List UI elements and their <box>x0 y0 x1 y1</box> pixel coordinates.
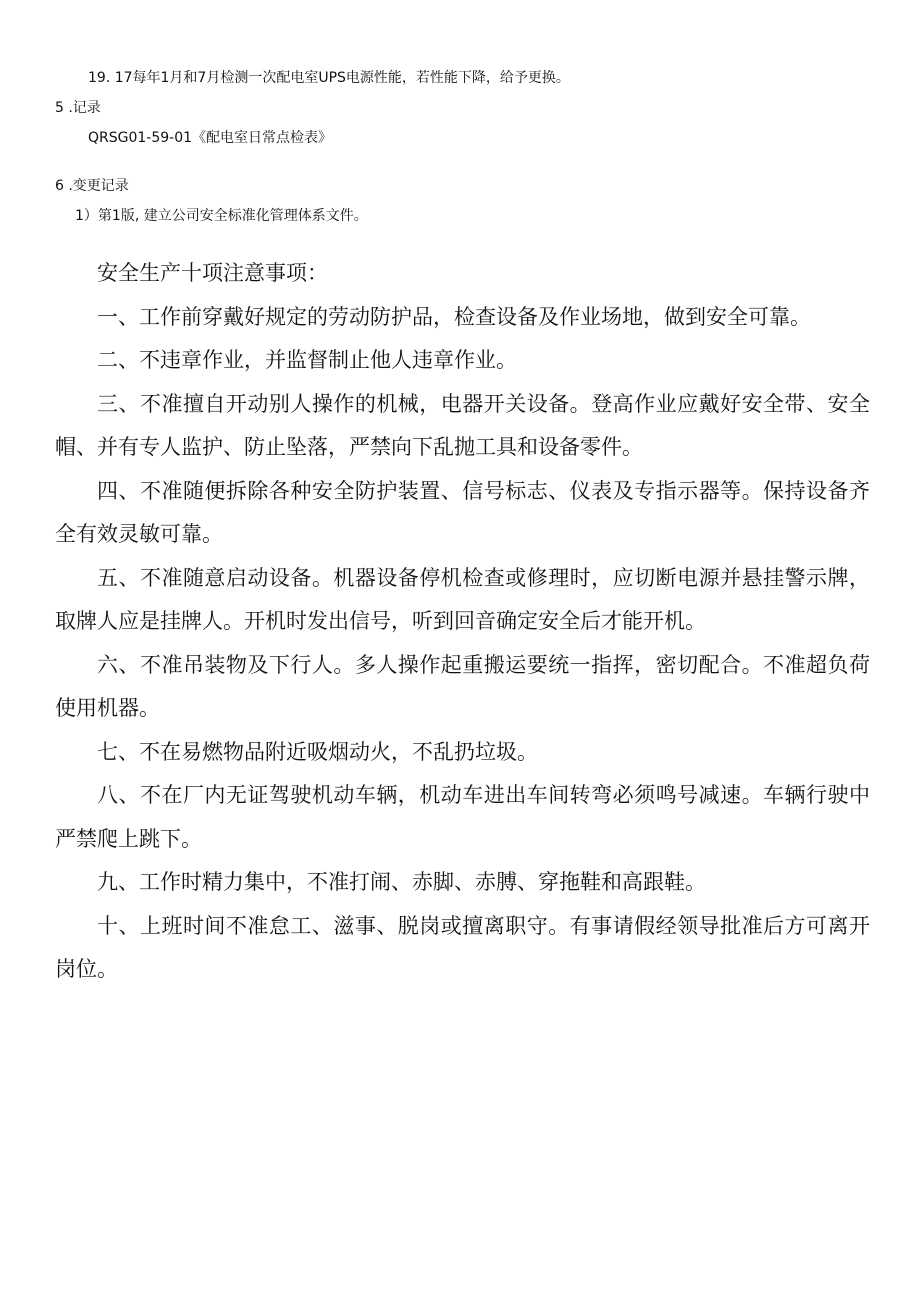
notice-item-8: 八、不在厂内无证驾驶机动车辆，机动车进出车间转弯必须鸣号减速。车辆行驶中严禁爬上跳下。 <box>55 783 870 851</box>
notice-item-5: 五、不准随意启动设备。机器设备停机检查或修理时，应切断电源并悬挂警示牌，取牌人应是挂牌人。开机时发出信号，听到回音确定安全后才能开机。 <box>55 565 870 633</box>
notice-item-6: 六、不准吊装物及下行人。多人操作起重搬运要统一指挥，密切配合。不准超负荷使用机器。 <box>55 652 870 720</box>
notice-item-3: 三、不准擅自开动别人操作的机械，电器开关设备。登高作业应戴好安全带、安全帽、并有专人监护、防止坠落，严禁向下乱抛工具和设备零件。 <box>55 391 870 459</box>
notice-item-4: 四、不准随便拆除各种安全防护装置、信号标志、仪表及专指示器等。保持设备齐全有效灵敏可靠。 <box>55 478 870 546</box>
notice-item-10: 十、上班时间不准怠工、滋事、脱岗或擅离职守。有事请假经领导批准后方可离开岗位。 <box>55 913 870 981</box>
section-6-item-1: 1）第1版, 建立公司安全标准化管理体系文件。 <box>75 208 368 224</box>
notice-item-2: 二、不违章作业，并监督制止他人违章作业。 <box>97 348 517 372</box>
notice-item-9: 九、工作时精力集中，不准打闹、赤脚、赤膊、穿拖鞋和高跟鞋。 <box>97 870 706 894</box>
safety-notice <box>55 252 870 992</box>
section-6-heading: 6 .变更记录 <box>55 178 129 194</box>
item-19: 19. 17每年1月和7月检测一次配电室UPS电源性能，若性能下降，给予更换。 <box>88 70 570 86</box>
notice-title: 安全生产十项注意事项： <box>97 261 328 285</box>
notice-item-7: 七、不在易燃物品附近吸烟动火，不乱扔垃圾。 <box>97 739 538 764</box>
section-5-record: QRSG01-59-01《配电室日常点检表》 <box>88 130 333 146</box>
notice-item-1: 一、工作前穿戴好规定的劳动防护品，检查设备及作业场地，做到安全可靠。 <box>97 304 811 329</box>
section-5-heading: 5 .记录 <box>55 100 101 116</box>
